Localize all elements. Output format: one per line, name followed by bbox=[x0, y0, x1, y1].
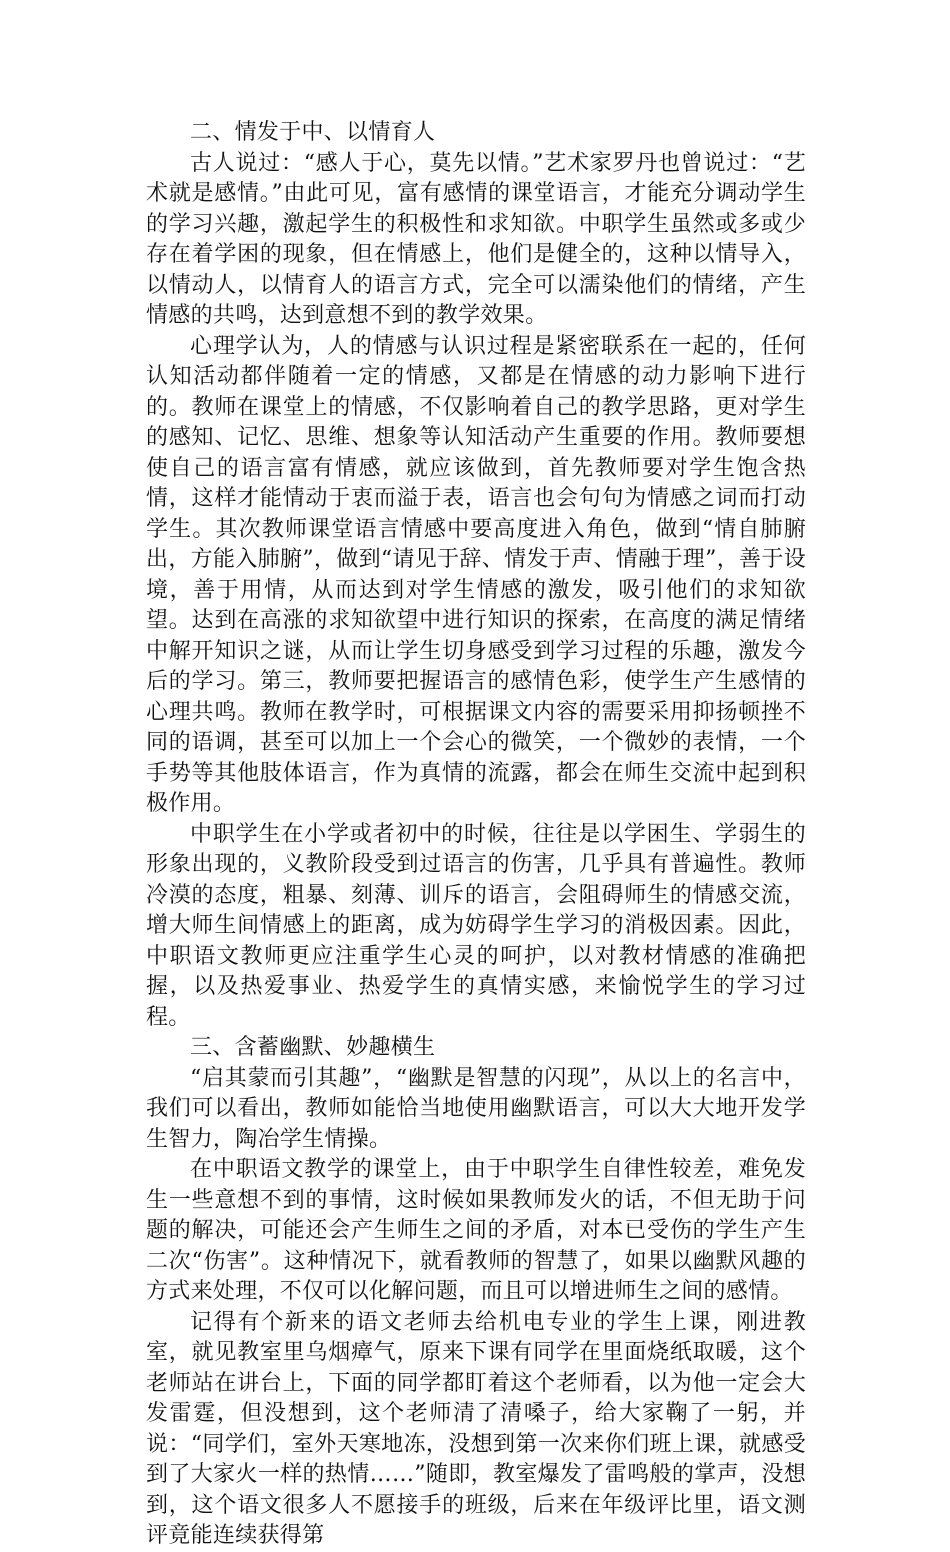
section-heading-2: 二、情发于中、以情育人 bbox=[190, 120, 436, 145]
paragraph: 中职学生在小学或者初中的时候，往往是以学困生、学弱生的形象出现的，义教阶段受到过语言的伤害，几乎具有普遍性。教师冷漠的态度，粗暴、刻薄、训斥的语言，会阻碍师生的情感交流，增大师生间情感上的距离，成为妨碍学生学习的消极因素。因此，中职语文教师更应注重学生心灵的呵护，以对教材情感的准确把握，以及热爱事业、热爱学生的真情实感，来愉悦学生的学习过程。 bbox=[146, 821, 806, 1030]
paragraph: 古人说过：“感人于心，莫先以情。”艺术家罗丹也曾说过：“艺术就是感情。”由此可见，富有感情的课堂语言，才能充分调动学生的学习兴趣，激起学生的积极性和求知欲。中职学生虽然或多或少存在着学困的现象，但在情感上，他们是健全的，这种以情导入，以情动人，以情育人的语言方式，完全可以濡染他们的情绪，产生情感的共鸣，达到意想不到的教学效果。 bbox=[146, 150, 806, 328]
paragraph: “启其蒙而引其趣”，“幽默是智慧的闪现”，从以上的名言中，我们可以看出，教师如能恰当地使用幽默语言，可以大大地开发学生智力，陶冶学生情操。 bbox=[146, 1065, 806, 1152]
paragraph: 在中职语文教学的课堂上，由于中职学生自律性较差，难免发生一些意想不到的事情，这时候如果教师发火的话，不但无助于问题的解决，可能还会产生师生之间的矛盾，对本已受伤的学生产生二次“伤害”。这种情况下，就看教师的智慧了，如果以幽默风趣的方式来处理，不仅可以化解问题，而且可以增进师生之间的感情。 bbox=[146, 1157, 806, 1304]
paragraph: 心理学认为，人的情感与认识过程是紧密联系在一起的，任何认知活动都伴随着一定的情感，又都是在情感的动力影响下进行的。教师在课堂上的情感，不仅影响着自己的教学思路，更对学生的感知、记忆、思维、想象等认知活动产生重要的作用。教师要想使自己的语言富有情感，就应该做到，首先教师要对学生饱含热情，这样才能情动于衷而溢于表，语言也会句句为情感之词而打动学生。其次教师课堂语言情感中要高度进入角色，做到“情自肺腑出，方能入肺腑”，做到“请见于辞、情发于声、情融于理”，善于设境，善于用情，从而达到对学生情感的激发，吸引他们的求知欲望。达到在高涨的求知欲望中进行知识的探索，在高度的满足情绪中解开知识之谜，从而让学生切身感受到学习过程的乐趣，激发今后的学习。第三，教师要把握语言的感情色彩，使学生产生感情的心理共鸣。教师在教学时，可根据课文内容的需要采用抑扬顿挫不同的语调，甚至可以加上一个会心的微笑，一个微妙的表情，一个手势等其他肢体语言，作为真情的流露，都会在师生交流中起到积极作用。 bbox=[146, 333, 806, 816]
paragraph: 记得有个新来的语文老师去给机电专业的学生上课，刚进教室，就见教室里乌烟瘴气，原来下课有同学在里面烧纸取暖，这个老师站在讲台上，下面的同学都盯着这个老师看，以为他一定会大发雷霆，但没想到，这个老师清了清嗓子，给大家鞠了一躬，并说：“同学们，室外天寒地冻，没想到第一次来你们班上课，就感受到了大家火一样的热情……”随即，教室爆发了雷鸣般的掌声，没想到，这个语文很多人不愿接手的班级，后来在年级评比里，语文测评竟能连续获得第 bbox=[146, 1309, 806, 1548]
document-body bbox=[146, 118, 806, 1552]
section-heading-3: 三、含蓄幽默、妙趣横生 bbox=[190, 1035, 436, 1060]
